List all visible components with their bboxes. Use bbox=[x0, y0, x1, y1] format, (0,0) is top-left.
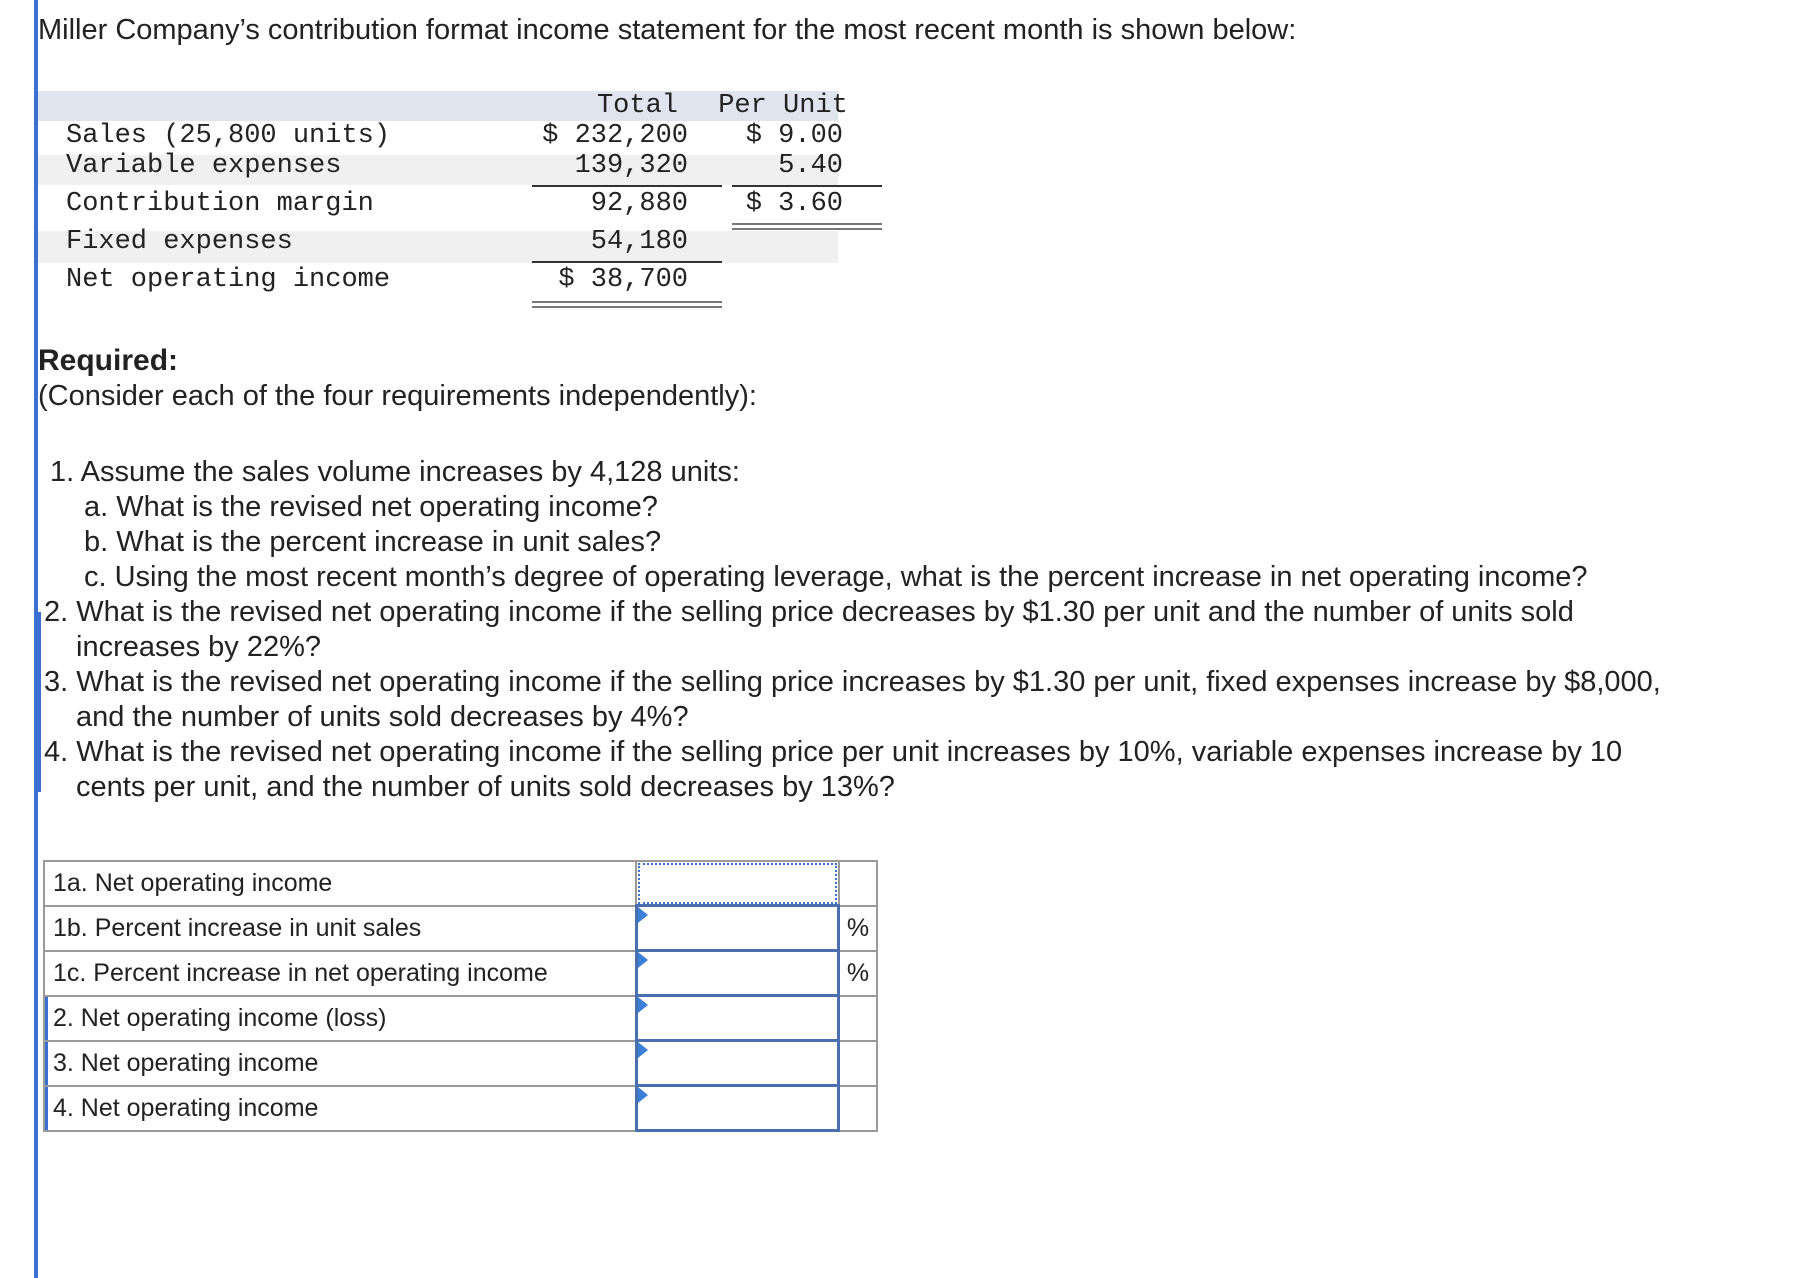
row-total-noi: $ 38,700 bbox=[558, 265, 688, 295]
answer-row-1a bbox=[44, 861, 877, 906]
row-label-contribution: Contribution margin bbox=[66, 189, 374, 219]
answer-input-1c[interactable] bbox=[636, 951, 838, 996]
flag-icon bbox=[638, 1042, 648, 1058]
percent-unit: % bbox=[839, 906, 877, 951]
answer-field-1b[interactable] bbox=[638, 907, 837, 949]
flag-icon bbox=[638, 997, 648, 1013]
header-per-unit: Per Unit bbox=[718, 91, 848, 121]
required-heading: Required: bbox=[38, 344, 179, 377]
flag-icon bbox=[638, 907, 648, 923]
row-unit-variable: 5.40 bbox=[778, 151, 843, 181]
answer-row-4 bbox=[44, 1086, 877, 1131]
answer-label bbox=[44, 1086, 636, 1131]
answer-input-1a[interactable] bbox=[636, 861, 838, 906]
income-statement bbox=[38, 91, 848, 311]
intro-text: Miller Company’s contribution format income statement for the most recent month is shown below: bbox=[38, 14, 1297, 46]
answer-unit bbox=[839, 861, 877, 906]
answer-unit bbox=[839, 996, 877, 1041]
required-subheading: (Consider each of the four requirements independently): bbox=[38, 380, 757, 412]
answer-input-1b[interactable] bbox=[636, 906, 838, 951]
answer-field-1c[interactable] bbox=[638, 952, 837, 994]
question-rule bbox=[38, 612, 41, 792]
answer-label: 1c. Percent increase in net operating income bbox=[44, 951, 636, 996]
answer-input-3[interactable] bbox=[636, 1041, 838, 1086]
question-2-cont: increases by 22%? bbox=[76, 631, 322, 663]
answer-field-1a[interactable] bbox=[637, 862, 837, 904]
answer-unit bbox=[839, 1041, 877, 1086]
row-total-fixed: 54,180 bbox=[590, 227, 688, 257]
row-marker bbox=[45, 997, 48, 1040]
question-1: 1. Assume the sales volume increases by 4,128 units: bbox=[50, 456, 740, 488]
underline bbox=[532, 185, 722, 187]
question-1c: c. Using the most recent month’s degree of operating leverage, what is the percent increase in net operating income? bbox=[84, 561, 1588, 593]
question-2: 2. What is the revised net operating income if the selling price decreases by $1.30 per unit and the number of units sold bbox=[44, 596, 1574, 628]
underline bbox=[532, 261, 722, 263]
question-4: 4. What is the revised net operating income if the selling price per unit increases by 10%, variable expenses increase by 10 bbox=[44, 736, 1623, 768]
answer-input-4[interactable] bbox=[636, 1086, 838, 1131]
answer-table bbox=[43, 860, 878, 1132]
row-total-contribution: 92,880 bbox=[590, 189, 688, 219]
row-label-noi: Net operating income bbox=[66, 265, 391, 295]
row-marker bbox=[45, 1042, 48, 1085]
row-unit-contribution: $ 3.60 bbox=[745, 189, 843, 219]
answer-row-1c bbox=[44, 951, 877, 996]
percent-unit: % bbox=[839, 951, 877, 996]
answer-label-text: 3. Net operating income bbox=[53, 1048, 319, 1077]
question-3: 3. What is the revised net operating income if the selling price increases by $1.30 per unit, fixed expenses increase by $8,000, bbox=[44, 666, 1661, 698]
row-label-variable: Variable expenses bbox=[66, 151, 342, 181]
answer-label-text: 2. Net operating income (loss) bbox=[53, 1003, 387, 1032]
answer-label-text: 4. Net operating income bbox=[53, 1093, 319, 1122]
question-1b: b. What is the percent increase in unit sales? bbox=[84, 526, 662, 558]
answer-label bbox=[44, 1041, 636, 1086]
answer-label: 1a. Net operating income bbox=[44, 861, 636, 906]
answer-row-3 bbox=[44, 1041, 877, 1086]
row-unit-sales: $ 9.00 bbox=[745, 121, 843, 151]
question-3-cont: and the number of units sold decreases by 4%? bbox=[76, 701, 689, 733]
answer-row-1b bbox=[44, 906, 877, 951]
double-underline bbox=[732, 223, 882, 230]
row-total-sales: $ 232,200 bbox=[542, 121, 688, 151]
flag-icon bbox=[638, 1087, 648, 1103]
answer-row-2 bbox=[44, 996, 877, 1041]
underline bbox=[732, 185, 882, 187]
header-total: Total bbox=[596, 91, 678, 121]
answer-field-4[interactable] bbox=[638, 1087, 837, 1129]
answer-unit bbox=[839, 1086, 877, 1131]
answer-field-2[interactable] bbox=[638, 997, 837, 1039]
flag-icon bbox=[638, 952, 648, 968]
answer-label: 1b. Percent increase in unit sales bbox=[44, 906, 636, 951]
answer-label bbox=[44, 996, 636, 1041]
question-4-cont: cents per unit, and the number of units sold decreases by 13%? bbox=[76, 771, 895, 803]
row-marker bbox=[45, 1087, 48, 1130]
answer-field-3[interactable] bbox=[638, 1042, 837, 1084]
question-1a: a. What is the revised net operating income? bbox=[84, 491, 658, 523]
row-total-variable: 139,320 bbox=[574, 151, 688, 181]
answer-input-2[interactable] bbox=[636, 996, 838, 1041]
row-label-sales: Sales (25,800 units) bbox=[66, 121, 391, 151]
row-label-fixed: Fixed expenses bbox=[66, 227, 293, 257]
double-underline bbox=[532, 301, 722, 308]
